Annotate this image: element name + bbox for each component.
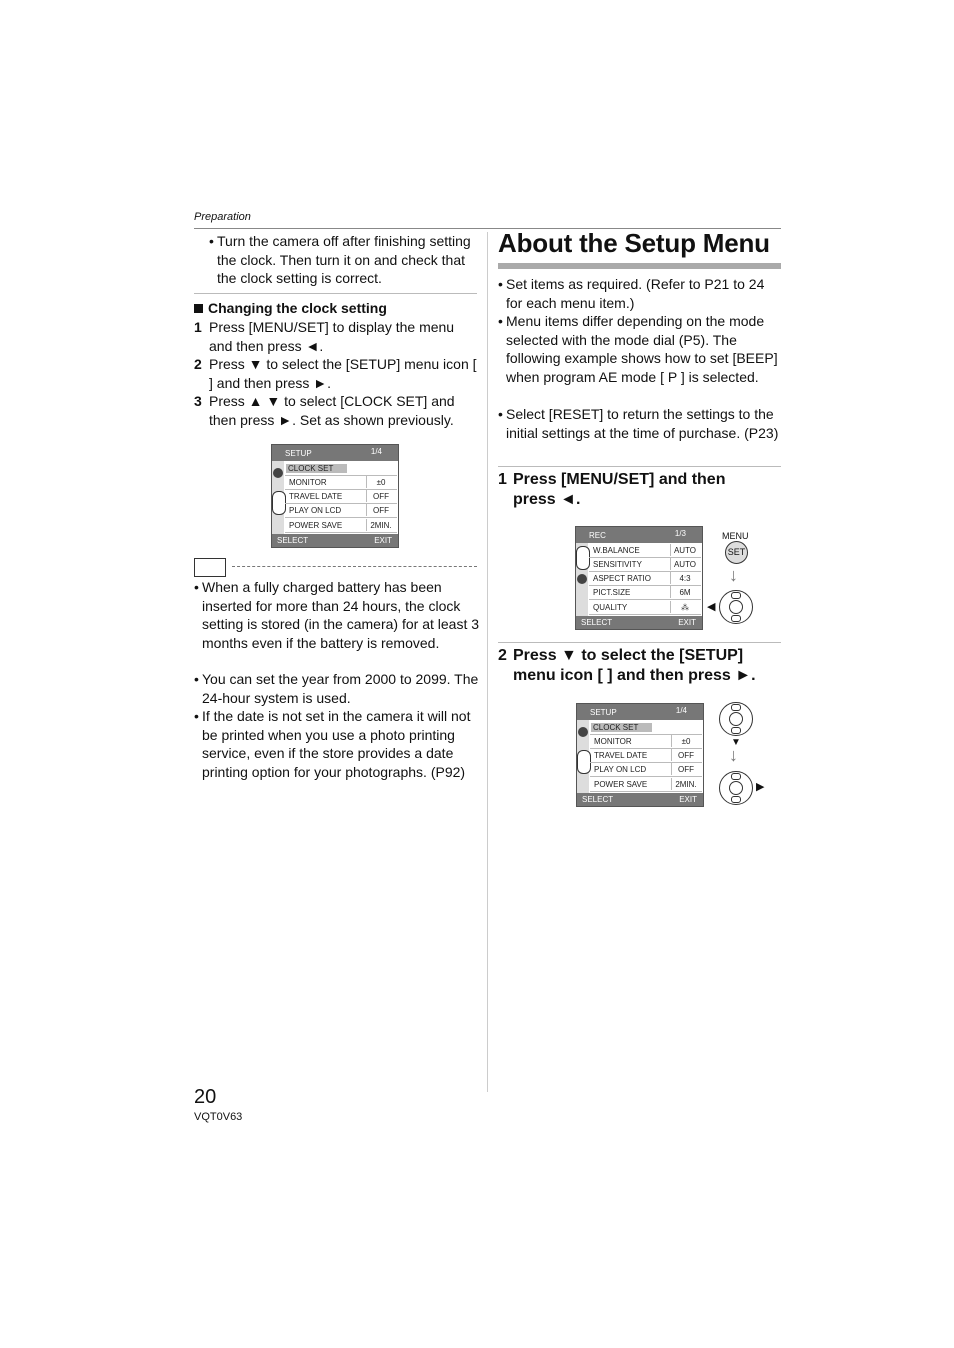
divider (498, 466, 781, 467)
note-icon (194, 558, 226, 577)
section-label: Preparation (194, 211, 251, 223)
divider (194, 293, 477, 294)
menu-item: CLOCK SET (286, 464, 347, 473)
left-step-2: 2 Press ▼ to select the [SETUP] menu icon [ ] and then press ►. (194, 356, 477, 391)
title-underline (498, 263, 781, 269)
page-number: 20 (194, 1086, 217, 1108)
page-title: About the Setup Menu (498, 228, 770, 258)
camera-icon (273, 468, 283, 478)
setup-menu-screen: SETUP 1/4 CLOCK SET MONITOR ±0 TRAVEL DATE OFF PLAY ON LCD OFF POWER SAVE 2MIN. SELECT EXIT (271, 444, 399, 548)
camera-icon (576, 546, 590, 570)
menu-set-button[interactable]: SET (725, 541, 748, 564)
rec-menu-screen: REC 1/3 W.BALANCE AUTO SENSITIVITY AUTO ASPECT RATIO 4:3 PICT.SIZE 6M QUALITY ⁂ SELECT EXIT (575, 526, 703, 630)
wrench-icon (577, 574, 587, 584)
dashed-divider (232, 566, 477, 567)
arrow-down-icon: ↓ (729, 565, 738, 585)
cursor-dial[interactable] (719, 590, 753, 624)
wrench-icon (272, 491, 286, 515)
cursor-dial-top[interactable] (719, 702, 753, 736)
camera-icon (578, 727, 588, 737)
document-code: VQT0V63 (194, 1111, 243, 1123)
down-arrow-icon: ▼ (731, 737, 741, 748)
menu-label: MENU (722, 531, 749, 541)
right-arrow-icon: ▶ (756, 781, 765, 793)
arrow-down-icon: ↓ (729, 745, 738, 765)
subheading: Changing the clock setting (194, 299, 387, 318)
left-arrow-icon: ◀ (707, 601, 716, 613)
cursor-dial-bottom[interactable] (719, 771, 753, 805)
left-step-3: 3 Press ▲ ▼ to select [CLOCK SET] and then press ►. Set as shown previously. (194, 393, 455, 428)
left-step-1: 1 Press [MENU/SET] to display the menu and then press ◄. (194, 319, 455, 354)
divider (498, 642, 781, 643)
wrench-icon (577, 750, 591, 774)
column-separator (487, 232, 488, 1092)
setup-menu-screen-2: SETUP 1/4 CLOCK SET MONITOR ±0 TRAVEL DATE OFF PLAY ON LCD OFF POWER SAVE 2MIN. SELECT EXIT (576, 703, 704, 807)
